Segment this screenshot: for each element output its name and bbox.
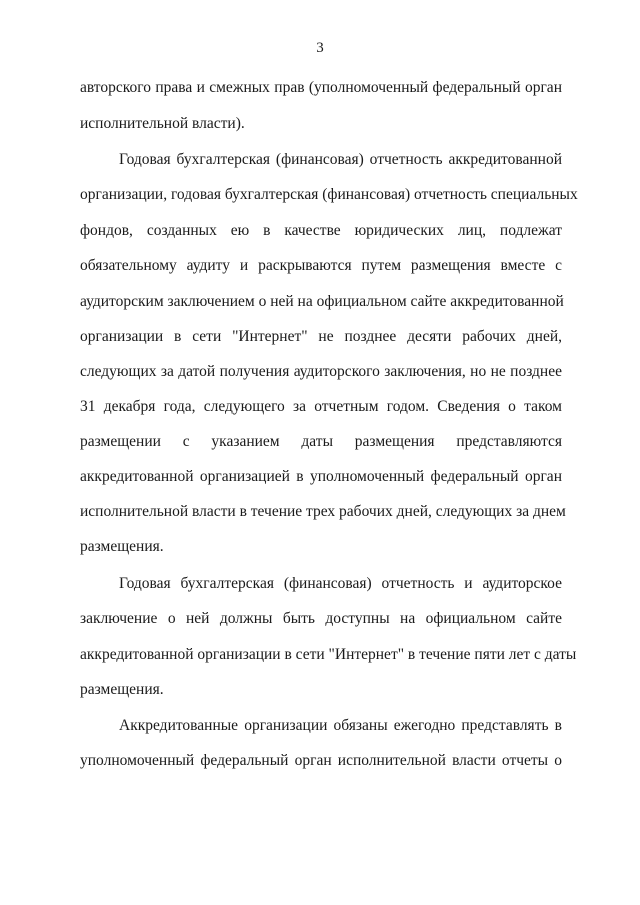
text-line: аккредитованной организации в сети "Интернет" в течение пяти лет с даты <box>80 646 577 663</box>
page-number: 3 <box>316 40 324 56</box>
text-line: размещении с указанием даты размещения представляются <box>80 433 562 450</box>
text-line: заключение о ней должны быть доступны на официальном сайте <box>80 610 562 627</box>
text-line: аудиторским заключением о ней на официальном сайте аккредитованной <box>80 293 564 310</box>
text-line: исполнительной власти в течение трех рабочих дней, следующих за днем <box>80 503 566 520</box>
paragraph-first-line: Аккредитованные организации обязаны ежегодно представлять в <box>119 717 562 734</box>
text-line: следующих за датой получения аудиторского заключения, но не позднее <box>80 363 562 380</box>
text-line: фондов, созданных ею в качестве юридических лиц, подлежат <box>80 222 562 239</box>
text-line: размещения. <box>80 538 164 555</box>
text-line: организации в сети "Интернет" не позднее десяти рабочих дней, <box>80 328 562 345</box>
text-line: уполномоченный федеральный орган исполнительной власти отчеты о <box>80 752 562 769</box>
paragraph-first-line: Годовая бухгалтерская (финансовая) отчетность аккредитованной <box>119 151 562 168</box>
text-line: 31 декабря года, следующего за отчетным годом. Сведения о таком <box>80 398 562 415</box>
text-line: обязательному аудиту и раскрываются путем размещения вместе с <box>80 257 562 274</box>
text-line: авторского права и смежных прав (уполномоченный федеральный орган <box>80 79 562 96</box>
text-line: аккредитованной организацией в уполномоченный федеральный орган <box>80 468 562 485</box>
text-line: размещения. <box>80 681 164 698</box>
text-line: исполнительной власти). <box>80 115 245 132</box>
text-line: организации, годовая бухгалтерская (финансовая) отчетность специальных <box>80 186 578 203</box>
paragraph-first-line: Годовая бухгалтерская (финансовая) отчетность и аудиторское <box>119 575 562 592</box>
